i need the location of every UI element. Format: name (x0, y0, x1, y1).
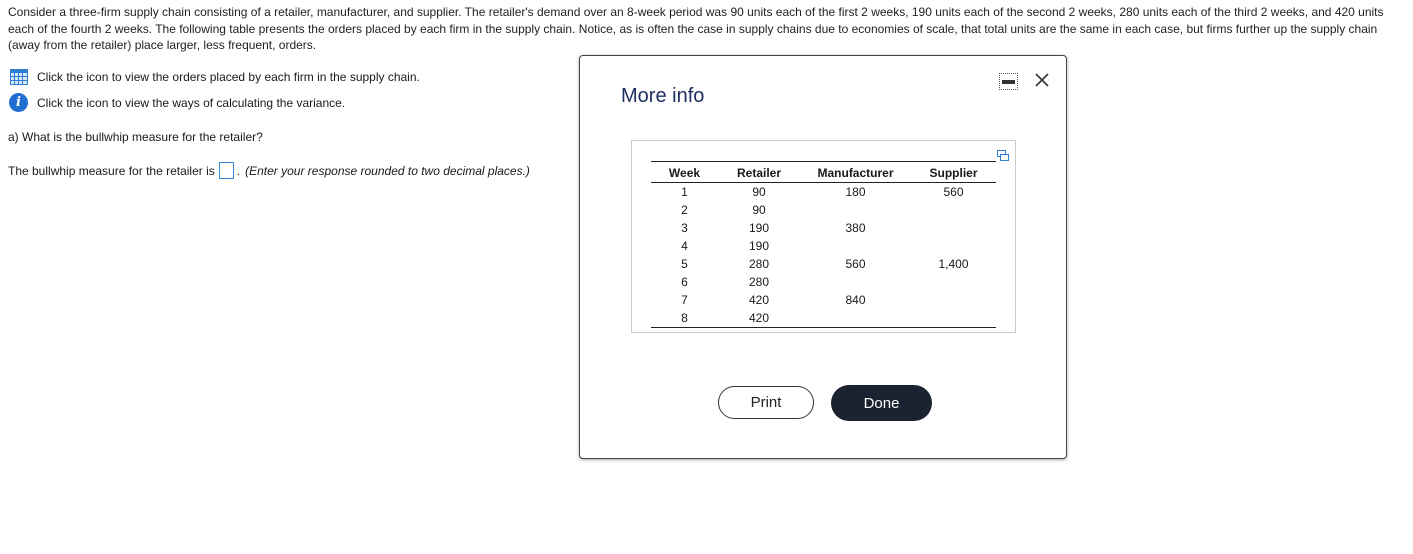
variance-helper-text: Click the icon to view the ways of calculating the variance. (37, 95, 346, 110)
table-cell: 8 (651, 309, 718, 328)
table-cell: 190 (748, 239, 770, 253)
table-cell (911, 201, 996, 219)
table-cell: 420 (748, 293, 770, 307)
table-row (651, 183, 996, 202)
table-row (651, 309, 996, 328)
question-prompt: a) What is the bullwhip measure for the retailer? (8, 130, 263, 144)
table-cell: 280 (748, 257, 770, 271)
table-cell: 180 (845, 185, 866, 199)
answer-prefix: The bullwhip measure for the retailer is (8, 163, 215, 178)
table-cell (911, 309, 996, 328)
table-cell: 4 (681, 239, 688, 253)
orders-table-panel (631, 140, 1016, 333)
table-cell: 7 (681, 293, 688, 307)
table-cell: 90 (752, 203, 766, 217)
table-cell: 560 (845, 257, 866, 271)
table-row (651, 219, 996, 237)
minimize-icon[interactable] (999, 73, 1018, 90)
answer-suffix: . (236, 163, 241, 178)
answer-input[interactable] (219, 162, 234, 179)
table-row (651, 201, 996, 219)
table-row (651, 273, 996, 291)
answer-hint: (Enter your response rounded to two decimal places.) (245, 163, 530, 178)
close-icon[interactable] (1033, 71, 1051, 89)
table-row (651, 237, 996, 255)
orders-helper-text: Click the icon to view the orders placed by each firm in the supply chain. (37, 69, 420, 84)
orders-table (651, 161, 996, 328)
table-cell: 90 (752, 185, 766, 199)
table-cell (911, 237, 996, 255)
dialog-title: More info (621, 85, 705, 107)
table-cell: 5 (681, 257, 688, 271)
column-header: Manufacturer (800, 162, 911, 183)
table-cell (800, 309, 911, 328)
table-cell (800, 201, 911, 219)
table-cell: 6 (681, 275, 688, 289)
table-row (651, 255, 996, 273)
table-cell (911, 273, 996, 291)
table-cell: 560 (943, 185, 964, 199)
more-info-dialog (579, 55, 1067, 459)
table-cell (800, 237, 911, 255)
table-cell: 1,400 (938, 257, 969, 271)
answer-line (8, 162, 530, 179)
column-header: Week (651, 162, 718, 183)
table-cell: 190 (748, 221, 770, 235)
column-header: Retailer (718, 162, 800, 183)
table-cell: 840 (845, 293, 866, 307)
table-cell: 1 (681, 185, 688, 199)
column-header: Supplier (911, 162, 996, 183)
print-button[interactable]: Print (718, 386, 814, 419)
table-cell (800, 273, 911, 291)
table-cell (911, 219, 996, 237)
problem-statement: Consider a three-firm supply chain consisting of a retailer, manufacturer, and supplier. The retailer's demand over an 8-week period was 90 units each of the first 2 weeks, 190 units each of the second 2 weeks, 280 units each of the third 2 weeks, and 420 units each of the fourth 2 weeks. The following table presents the orders placed by each firm in the supply chain. Notice, as is often the case in supply chains due to economies of scale, that total units are the same in each case, but firms further up the supply chain (away from the retailer) place larger, less frequent, orders. (8, 5, 1384, 52)
table-cell: 420 (718, 309, 800, 328)
table-cell: 2 (681, 203, 688, 217)
orders-helper (9, 67, 420, 86)
table-cell (911, 291, 996, 309)
table-cell: 380 (845, 221, 866, 235)
table-icon[interactable] (9, 67, 28, 86)
copy-icon[interactable] (997, 150, 1009, 161)
table-cell: 280 (748, 275, 770, 289)
table-cell: 3 (681, 221, 688, 235)
info-icon[interactable]: i (9, 93, 28, 112)
variance-helper (9, 93, 345, 112)
table-row (651, 291, 996, 309)
done-button[interactable]: Done (831, 385, 932, 421)
